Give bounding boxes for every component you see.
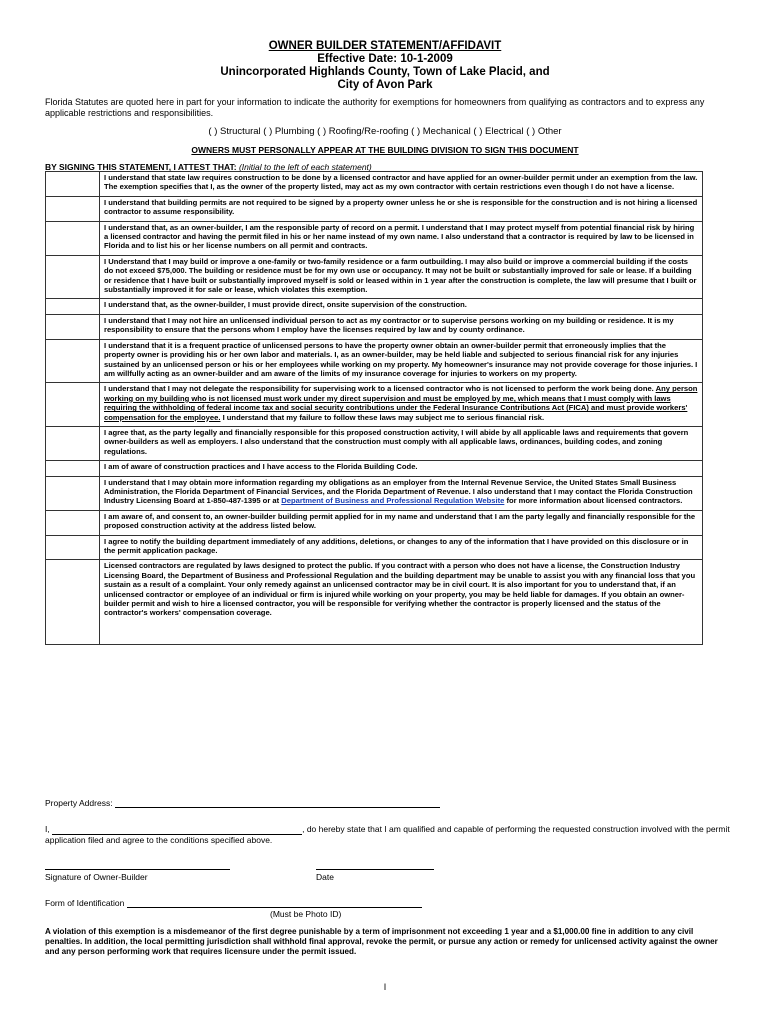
photo-id-note: (Must be Photo ID)	[270, 909, 342, 919]
statement-text: I agree to notify the building department immediately of any additions, deletions, or changes to any of the information that I have provided on this disclosure or in the permit application package.	[100, 535, 703, 560]
statement-text: I understand that state law requires construction to be done by a licensed contractor and have applied for an owner-builder permit under an exemption from the law. The exemption specifies that I, as the owner of the property listed, may act as my own contractor with certain restrictions even though I do not have a license.	[100, 172, 703, 197]
statement-rest: , do hereby state that I am qualified and capable of performing the requested construction involved with the permit application filed and agree to the conditions specified above.	[45, 824, 730, 845]
statement-row	[46, 314, 703, 339]
initial-box[interactable]	[46, 426, 100, 460]
dbpr-website-link[interactable]: Department of Business and Professional Regulation Website	[281, 496, 505, 506]
appear-notice: OWNERS MUST PERSONALLY APPEAR AT THE BUILDING DIVISION TO SIGN THIS DOCUMENT	[191, 145, 579, 155]
statement-row	[46, 172, 703, 197]
initial-box[interactable]	[46, 461, 100, 476]
statement-text: I understand that I may not delegate the responsibility for supervising work to a licensed contractor who is not licensed to perform the work being done. Any person working on my building who is not licensed must work under my direct supervision and must be employed by me, which means that I must comply with laws requiring the withholding of federal income tax and social security contributions under the Federal Insurance Contributions Act (FICA) and must provide workers' compensation for the employee. I understand that my failure to follow these laws may subject me to serious financial risk.	[100, 383, 703, 427]
statement-row	[46, 383, 703, 427]
initial-box[interactable]	[46, 476, 100, 510]
statement-text: I am of aware of construction practices and I have access to the Florida Building Code.	[100, 461, 703, 476]
jurisdiction-line: Unincorporated Highlands County, Town of Lake Placid, and	[220, 66, 550, 78]
statement-text: I understand that I may obtain more information regarding my obligations as an employer from the Internal Revenue Service, the United States Small Business Administration, the Florida Department of Financial Services, and the Florida Department of Revenue. I also understand that I may contact the Florida Construction Industry Licensing Board at 1-850-487-1395 or at Department of Business and Professional Regulation Website for more information about licensed contractors.	[100, 476, 703, 510]
page-number: I	[383, 982, 387, 992]
property-address-row	[45, 797, 440, 808]
initial-box[interactable]	[46, 172, 100, 197]
initial-box[interactable]	[46, 535, 100, 560]
identification-field[interactable]	[127, 898, 422, 908]
owner-statement	[45, 824, 735, 845]
property-address-label: Property Address:	[45, 798, 113, 808]
statement-text: Licensed contractors are regulated by laws designed to protect the public. If you contract with a person who does not have a license, the Construction Industry Licensing Board, the Department of Business and Professional Regulation and the building department may be unable to assist you with any financial loss that you sustain as a result of a complaint. Your only remedy against an unlicensed contractor may be in civil court. It is also important for you to understand that, if an unlicensed contractor or employee of an individual or firm is injured while working on your property, you may be held liable for damages. If you obtain an owner-builder permit and wish to hire a licensed contractor, you will be responsible for verifying whether the contractor is properly licensed and the status of the contractor's workers' compensation coverage.	[100, 560, 703, 644]
attest-note: (Initial to the left of each statement)	[238, 162, 372, 172]
owner-name-field[interactable]	[52, 825, 302, 835]
initial-box[interactable]	[46, 560, 100, 644]
property-address-field[interactable]	[115, 797, 440, 808]
intro-paragraph: Florida Statutes are quoted here in part for your information to indicate the authority for exemptions for homeowners from qualifying as contractors and to express any applicable restrictions and responsibilities.	[45, 97, 705, 118]
statement-row	[46, 510, 703, 535]
statement-text: I understand that I may not hire an unlicensed individual person to act as my contractor or to supervise persons working on my building or residence. It is my responsibility to ensure that the persons whom I employ have the licenses required by law and by county ordinance.	[100, 314, 703, 339]
underlined-clause: Any person working on my building who is not licensed must work under my direct supervision and must be employed by me, which means that I must comply with laws requiring the withholding of federal income tax and social security contributions under the Federal Insurance Contributions Act (FICA) and must provide workers' compensation for the employee.	[104, 384, 698, 422]
statement-row	[46, 299, 703, 314]
statement-text: I understand that, as an owner-builder, I am the responsible party of record on a permit. I understand that I may protect myself from potential financial risk by hiring a licensed contractor and having the permit filed in his or her name instead of my own name. I also understand that a contractor is required by law to be licensed in Florida and to list his or her license numbers on all permit and contracts.	[100, 221, 703, 255]
statement-row	[46, 560, 703, 644]
statement-i-label: I,	[45, 824, 50, 834]
document-title: OWNER BUILDER STATEMENT/AFFIDAVIT	[268, 40, 502, 52]
initial-box[interactable]	[46, 196, 100, 221]
initial-box[interactable]	[46, 339, 100, 383]
date-label: Date	[316, 872, 334, 882]
statement-text: I am aware of, and consent to, an owner-builder building permit applied for in my name and understand that I am the party legally and financially responsible for the proposed construction activity at the address listed below.	[100, 510, 703, 535]
effective-date: Effective Date: 10-1-2009	[317, 53, 453, 65]
permit-type-options[interactable]: ( ) Structural ( ) Plumbing ( ) Roofing/Re-roofing ( ) Mechanical ( ) Electrical ( ) Other	[208, 126, 562, 137]
violation-warning: A violation of this exemption is a misdemeanor of the first degree punishable by a term of imprisonment not exceeding 1 year and a $1,000.00 fine in addition to any civil penalties. In addition, the local permitting jurisdiction shall withhold final approval, revoke the permit, or pursue any action or remedy for unlicensed activity against the owner and any person performing work that requires licensure under the permit issued.	[45, 927, 718, 956]
statement-row	[46, 426, 703, 460]
statement-text: I agree that, as the party legally and financially responsible for this proposed construction activity, I will abide by all applicable laws and requirements that govern owner-builders as well as employers. I also understand that the construction must comply with all applicable laws, ordinances, building codes, and zoning regulations.	[100, 426, 703, 460]
signature-label: Signature of Owner-Builder	[45, 872, 148, 882]
statement-text: I understand that it is a frequent practice of unlicensed persons to have the property owner obtain an owner-builder permit that erroneously implies that the property owner is providing his or her own labor and materials. I, as an owner-builder, may be held liable and subjected to serious financial risk for any injuries sustained by an unlicensed person or his or her employees while working on my property. My homeowner's insurance may not provide coverage for those injuries. I am willfully acting as an owner-builder and am aware of the limits of my insurance coverage for injuries to workers on my property.	[100, 339, 703, 383]
initial-box[interactable]	[46, 221, 100, 255]
identification-row	[45, 898, 422, 908]
statement-row	[46, 339, 703, 383]
initial-box[interactable]	[46, 299, 100, 314]
city-line: City of Avon Park	[337, 79, 433, 91]
identification-label: Form of Identification	[45, 898, 125, 908]
initial-box[interactable]	[46, 510, 100, 535]
statement-row	[46, 196, 703, 221]
statement-row	[46, 535, 703, 560]
statement-row	[46, 221, 703, 255]
initial-box[interactable]	[46, 383, 100, 427]
statement-row	[46, 255, 703, 299]
statements-table	[45, 171, 703, 645]
statement-row	[46, 461, 703, 476]
statement-text: I Understand that I may build or improve a one-family or two-family residence or a farm outbuilding. I may also build or improve a commercial building if the costs do not exceed $75,000. The building or residence must be for my own use or occupancy. It may not be built or substantially improved for sale or lease. If a building or residence that I have built or substantially improved myself is sold or leased within in 1 year after the construction is complete, the law will presume that I built or substantially improved it for sale or lease, which violates this exemption.	[100, 255, 703, 299]
statement-row	[46, 476, 703, 510]
date-field[interactable]	[316, 869, 434, 870]
initial-box[interactable]	[46, 314, 100, 339]
title-block	[0, 40, 770, 92]
signature-field[interactable]	[45, 869, 230, 870]
statement-text: I understand that, as the owner-builder, I must provide direct, onsite supervision of the construction.	[100, 299, 703, 314]
statement-text: I understand that building permits are not required to be signed by a property owner unless he or she is responsible for the construction and is not hiring a licensed contractor to assume responsibility.	[100, 196, 703, 221]
initial-box[interactable]	[46, 255, 100, 299]
attest-lead: BY SIGNING THIS STATEMENT, I ATTEST THAT:	[45, 162, 237, 172]
